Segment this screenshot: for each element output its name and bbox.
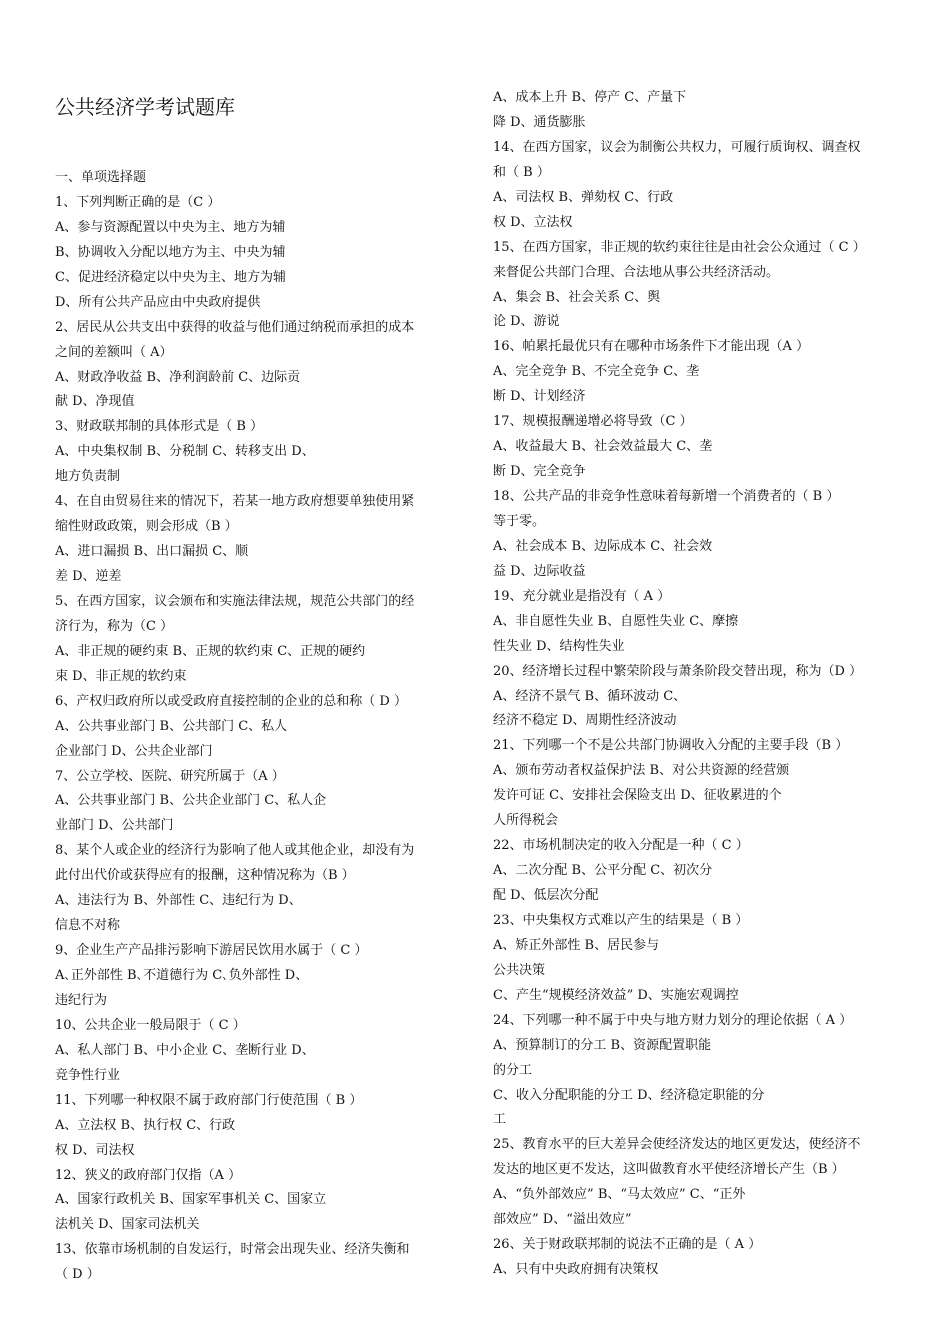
text-line: 断 D、完全竞争 [493,464,586,480]
text-line: 17、规模报酬递增必将导致（C ） [493,414,693,430]
text-line: 性失业 D、结构性失业 [493,638,625,654]
text-line: 一、单项选择题 [55,170,147,185]
text-line: A、集会 B、社会关系 C、舆 [493,289,661,305]
text-line: C、收入分配职能的分工 D、经济稳定职能的分 [493,1087,765,1103]
text-line: A、完全竞争 B、不完全竞争 C、垄 [493,364,700,380]
text-line: 11、下列哪一种权限不属于政府部门行使范围（ B ） [55,1092,363,1108]
text-line: 束 D、非正规的软约束 [55,668,187,684]
text-line: C、产生“规模经济效益” D、实施宏观调控 [493,987,739,1003]
text-line: 益 D、边际收益 [493,563,586,579]
text-line: 22、市场机制决定的收入分配是一种（ C ） [493,838,749,854]
text-line: 19、充分就业是指没有（ A ） [493,588,671,604]
text-line: 3、财政联邦制的具体形式是（ B ） [55,419,264,435]
text-line: 权 D、司法权 [55,1142,135,1158]
text-line: 5、在西方国家，议会颁布和实施法律法规，规范公共部门的经 [55,593,415,609]
text-line: 23、中央集权方式难以产生的结果是（ B ） [493,912,749,928]
text-line: A、私人部门 B、中小企业 C、垄断行业 D、 [55,1042,315,1058]
text-line: 26、关于财政联邦制的说法不正确的是（ A ） [493,1237,762,1253]
text-line: A、国家行政机关 B、国家军事机关 C、国家立 [55,1192,327,1208]
text-line: 发达的地区更不发达，这叫做教育水平使经济增长产生（B ） [493,1162,845,1178]
text-line: 济行为，称为（C ） [55,618,174,634]
text-line: 竞争性行业 [55,1067,121,1083]
document-title: 公共经济学考试题库 [55,95,235,119]
text-line: 16、帕累托最优只有在哪种市场条件下才能出现（A ） [493,339,810,355]
left-column [55,86,461,1288]
text-line: 9、企业生产产品排污影响下游居民饮用水属于（ C ） [55,943,368,959]
text-line: A、矫正外部性 B、居民参与 [493,937,660,953]
text-line: A、违法行为 B、外部性 C、违纪行为 D、 [55,893,302,909]
text-line: 2、居民从公共支出中获得的收益与他们通过纳税而承担的成本 [55,319,415,335]
text-line: 断 D、计划经济 [493,389,586,405]
text-line: A、二次分配 B、公平分配 C、初次分 [493,863,713,879]
text-line: A、颁布劳动者权益保护法 B、对公共资源的经营颁 [493,763,790,779]
text-line: 经济不稳定 D、周期性经济波动 [493,713,677,729]
text-line: 人所得税会 [493,813,559,829]
text-line: 献 D、净现值 [55,394,135,410]
text-line: A、非正规的硬约束 B、正规的软约束 C、正规的硬约 [55,643,366,659]
text-line: 8、某个人或企业的经济行为影响了他人或其他企业，却没有为 [55,843,415,859]
text-line: A、财政净收益 B、净利润龄前 C、边际贡 [55,369,301,385]
text-line: 违纪行为 [55,992,108,1008]
text-line: A、司法权 B、弹劾权 C、行政 [493,189,674,205]
text-line: A、社会成本 B、边际成本 C、社会效 [493,538,713,554]
text-line: 21、下列哪一个不是公共部门协调收入分配的主要手段（B ） [493,738,849,754]
text-line: 缩性财政政策，则会形成（B ） [55,519,238,535]
right-column-lines [493,86,901,1283]
text-line: 降 D、通货膨胀 [493,114,586,130]
text-line: A､正外部性 B､不道德行为 C､负外部性 D、 [55,968,309,983]
text-line: D、所有公共产品应由中央政府提供 [55,294,261,310]
text-line: 18、公共产品的非竞争性意味着每新增一个消费者的（ B ） [493,489,840,504]
text-line: 12、狭义的政府部门仅指（A ） [55,1167,242,1183]
text-line: 发许可证 C、安排社会保险支出 D、征收累进的个 [493,788,782,804]
text-line: （ D ） [55,1267,100,1283]
text-line: A、“负外部效应” B、“马太效应” C、“正外 [493,1187,746,1203]
text-line: 信息不对称 [55,918,121,934]
text-line: 20、经济增长过程中繁荣阶段与萧条阶段交替出现，称为（D ） [493,663,863,679]
text-line: A、经济不景气 B、循环波动 C、 [493,688,687,704]
text-line: 权 D、立法权 [493,214,573,230]
text-line: 此付出代价或获得应有的报酬，这种情况称为（B ） [55,868,355,884]
text-line: 1、下列判断正确的是（C ） [55,194,221,210]
text-line: 工 [493,1112,507,1128]
left-column-lines [55,166,461,1288]
text-line: 业部门 D、公共部门 [55,818,174,834]
text-line: 14、在西方国家，议会为制衡公共权力，可履行质询权、调查权 [493,139,861,155]
text-line: A、参与资源配置以中央为主、地方为辅 [55,219,286,235]
text-line: 之间的差额叫（ A） [55,344,173,360]
text-line: 论 D、游说 [493,314,560,330]
text-line: 等于零。 [493,513,546,529]
text-line: 的分工 [493,1062,533,1078]
text-line: 10、公共企业一般局限于（ C ） [55,1017,246,1033]
text-line: B、协调收入分配以地方为主、中央为辅 [55,244,286,260]
text-line: A、非自愿性失业 B、自愿性失业 C、摩擦 [493,613,739,629]
text-line: 13、依靠市场机制的自发运行，时常会出现失业、经济失衡和 [55,1242,410,1258]
text-line: 4、在自由贸易往来的情况下，若某一地方政府想要单独使用紧 [55,494,415,510]
text-line: A、中央集权制 B、分税制 C、转移支出 D、 [55,444,315,460]
text-line: 配 D、低层次分配 [493,888,599,903]
text-line: 差 D、逆差 [55,569,122,584]
text-line: A、公共事业部门 B、公共企业部门 C、私人企 [55,793,327,809]
text-line: 来督促公共部门合理、合法地从事公共经济活动。 [493,264,780,280]
text-line: A、预算制订的分工 B、资源配置职能 [493,1037,712,1053]
text-line: 和（ B ） [493,164,550,180]
text-line: A、只有中央政府拥有决策权 [493,1262,659,1278]
text-line: 6、产权归政府所以或受政府直接控制的企业的总和称（ D ） [55,693,407,709]
text-line: 地方负责制 [55,469,121,485]
text-line: A、收益最大 B、社会效益最大 C、垄 [493,439,713,455]
text-line: 法机关 D、国家司法机关 [55,1217,200,1233]
text-line: 25、教育水平的巨大差异会使经济发达的地区更发达，使经济不 [493,1137,861,1153]
text-line: 企业部门 D、公共企业部门 [55,743,213,759]
right-column [493,86,901,1283]
text-line: A、进口漏损 B、出口漏损 C、顺 [55,544,249,560]
text-line: 公共决策 [493,962,546,978]
text-line: A、公共事业部门 B、公共部门 C、私人 [55,718,288,734]
text-line: A、成本上升 B、停产 C、产量下 [493,90,687,105]
text-line: 7、公立学校、医院、研究所属于（A ） [55,768,285,784]
text-line: A、立法权 B、执行权 C、行政 [55,1117,236,1133]
text-line: C、促进经济稳定以中央为主、地方为辅 [55,269,286,285]
text-line: 24、下列哪一种不属于中央与地方财力划分的理论依据（ A ） [493,1012,853,1028]
text-line: 部效应” D、“溢出效应” [493,1212,632,1228]
text-line: 15、在西方国家，非正规的软约束往往是由社会公众通过（ C ） [493,239,866,255]
